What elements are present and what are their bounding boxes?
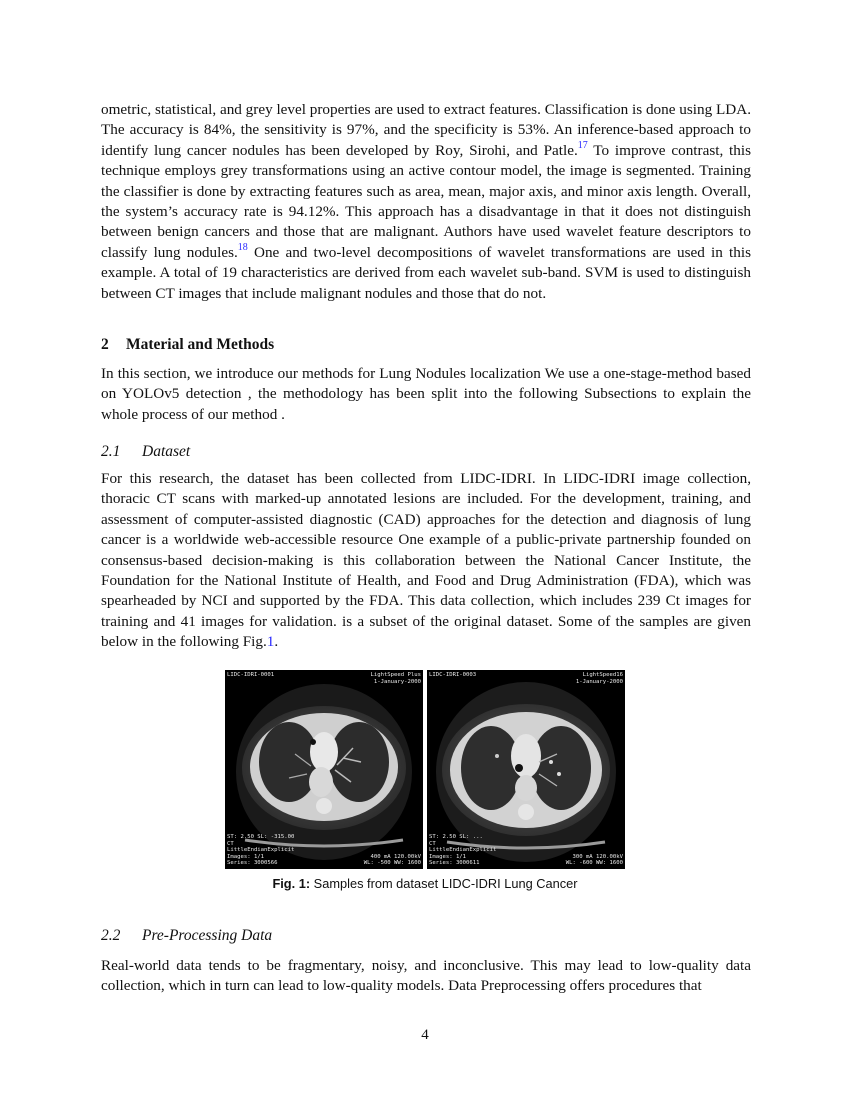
- figure-caption-label: Fig. 1:: [272, 876, 311, 891]
- paragraph-methods-intro: In this section, we introduce our methods for Lung Nodules localization We use a one-stage-method based on YOLOv5 detection , the methodology has been split into the following Subsections to explain the whole process of our method .: [101, 365, 751, 423]
- citation-17[interactable]: 17: [577, 139, 588, 151]
- ct-overlay-series-info: ST: 2.50 SL: ... CT LittleEndianExplicit Images: 1/1 Series: 3000611: [429, 834, 497, 867]
- ct-overlay-scanner: LightSpeed Plus 1-January-2000: [370, 672, 421, 685]
- subsection-heading-preprocessing: [101, 927, 272, 945]
- ct-overlay-scanner: LightSpeed16 1-January-2000: [575, 672, 623, 685]
- citation-18[interactable]: 18: [237, 241, 248, 253]
- ct-scan-image-2: [427, 670, 625, 869]
- ct-overlay-patient-id: LIDC-IDRI-0001: [227, 672, 275, 678]
- figure-ct-samples: [225, 670, 625, 869]
- ct-overlay-window-info: 300 mA 120.00kV WL: -600 WW: 1600: [565, 853, 623, 867]
- para1-text-c: One and two-level decompositions of wavelet transformations are used in this example. A total of 19 characteristics are derived from each wavelet sub-band. SVM is used to distinguish between CT images that include malignant nodules and those that do not.: [101, 243, 751, 302]
- paragraph-related-work: [101, 100, 751, 304]
- figure-caption-text: Samples from dataset LIDC-IDRI Lung Cancer: [310, 876, 578, 891]
- ct-scan-image-1: [225, 670, 423, 869]
- subsection-title: Dataset: [142, 443, 191, 460]
- ct-overlay-series-info: ST: 2.50 SL: -315.00 CT LittleEndianExplicit Images: 1/1 Series: 3000566: [227, 834, 295, 867]
- subsection-number: 2.2: [101, 927, 121, 944]
- paragraph-preprocessing: Real-world data tends to be fragmentary, noisy, and inconclusive. This may lead to low-quality data collection, which in turn can lead to low-quality models. Data Preprocessing offers procedures that: [101, 957, 751, 995]
- para3-text-a: For this research, the dataset has been collected from LIDC-IDRI. In LIDC-IDRI image collection, thoracic CT scans with marked-up annotated lesions are included. For the development, training, and assessment of computer-assisted diagnostic (CAD) approaches for the detection and diagnosis of lung cancer is a worldwide web-accessible resource One example of a public-private partnership founded on consensus-based decision-making is this collaboration between the National Cancer Institute, the Foundation for the National Institute of Health, and Food and Drug Administration (FDA), which was spearheaded by NCI and supported by the FDA. This data collection, which includes 239 Ct images for training and 41 images for validation. is a subset of the original dataset. Some of the samples are given below in the following Fig.: [101, 470, 751, 651]
- para1-text-b: To improve contrast, this technique employs grey transformations using an active contour model, the image is segmented. Training the classifier is done by extracting features such as area, mean, major axis, and minor axis length. Overall, the system’s accuracy rate is 94.12%. This approach has a disadvantage in that it does not distinguish between benign cancers and those that are malignant. Authors have used wavelet feature descriptors to classify lung nodules.: [101, 141, 752, 261]
- para3-text-b: .: [274, 633, 279, 651]
- subsection-heading-dataset: [101, 443, 190, 461]
- section-title: Material and Methods: [126, 336, 275, 353]
- section-heading-material-methods: [101, 336, 274, 354]
- subsection-title: Pre-Processing Data: [142, 927, 273, 944]
- paragraph-dataset: [101, 469, 751, 653]
- ct-overlay-window-info: 400 mA 120.00kV WL: -500 WW: 1600: [363, 853, 421, 867]
- figure-reference-link[interactable]: 1: [266, 633, 275, 651]
- para1-text-a: ometric, statistical, and grey level properties are used to extract features. Classification is done using LDA. The accuracy is 84%, the sensitivity is 97%, and the specificity is 53%. An inference-based approach to identify lung cancer nodules has been developed by Roy, Sirohi, and Patle.: [101, 101, 751, 159]
- section-number: 2: [101, 336, 109, 353]
- figure-caption: [0, 876, 850, 891]
- ct-overlay-patient-id: LIDC-IDRI-0003: [429, 672, 477, 678]
- subsection-number: 2.1: [101, 443, 121, 460]
- page-number: 4: [421, 1027, 429, 1043]
